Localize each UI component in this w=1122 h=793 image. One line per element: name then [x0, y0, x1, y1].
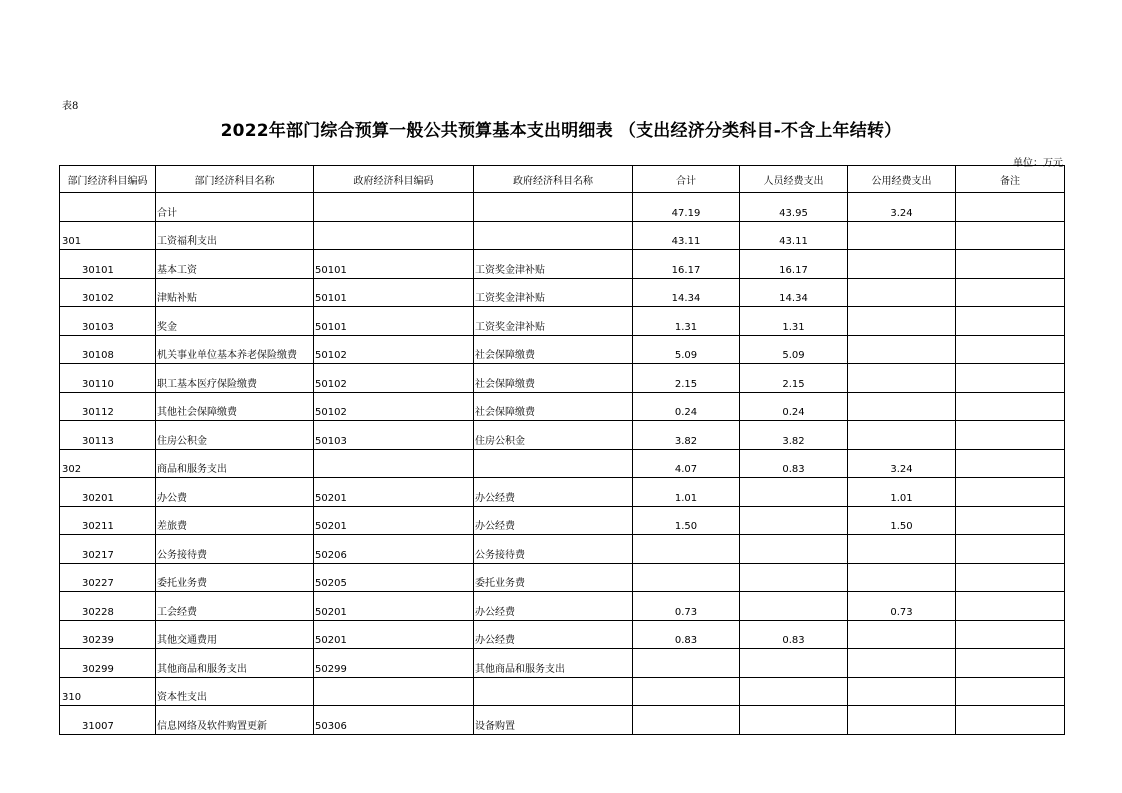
cell-gov-code: 50201 — [314, 592, 474, 621]
budget-table — [59, 165, 1065, 735]
cell-dept-code: 301 — [60, 221, 156, 250]
cell-gov-name — [474, 193, 633, 222]
table-body — [60, 193, 1065, 735]
cell-gov-name: 办公经费 — [474, 506, 633, 535]
cell-total — [633, 535, 740, 564]
cell-personnel: 1.31 — [740, 307, 848, 336]
cell-public: 0.73 — [848, 592, 956, 621]
cell-dept-code: 31007 — [60, 706, 156, 735]
cell-total: 3.82 — [633, 421, 740, 450]
cell-personnel — [740, 478, 848, 507]
cell-total: 5.09 — [633, 335, 740, 364]
header-gov-name: 政府经济科目名称 — [474, 166, 633, 193]
cell-public — [848, 335, 956, 364]
table-row — [60, 335, 1065, 364]
cell-dept-name: 其他社会保障缴费 — [156, 392, 314, 421]
cell-remark — [956, 677, 1065, 706]
cell-public — [848, 677, 956, 706]
cell-personnel: 3.82 — [740, 421, 848, 450]
cell-gov-name: 社会保障缴费 — [474, 335, 633, 364]
cell-public — [848, 250, 956, 279]
cell-dept-name: 资本性支出 — [156, 677, 314, 706]
cell-gov-name: 办公经费 — [474, 592, 633, 621]
cell-personnel: 0.83 — [740, 620, 848, 649]
cell-gov-code: 50103 — [314, 421, 474, 450]
cell-gov-name: 社会保障缴费 — [474, 392, 633, 421]
cell-dept-name: 机关事业单位基本养老保险缴费 — [156, 335, 314, 364]
table-label: 表8 — [62, 101, 79, 112]
cell-remark — [956, 278, 1065, 307]
cell-gov-name: 设备购置 — [474, 706, 633, 735]
cell-public — [848, 563, 956, 592]
cell-dept-name: 差旅费 — [156, 506, 314, 535]
table-row — [60, 278, 1065, 307]
cell-dept-name: 职工基本医疗保险缴费 — [156, 364, 314, 393]
cell-gov-code: 50101 — [314, 250, 474, 279]
cell-personnel: 0.83 — [740, 449, 848, 478]
cell-public — [848, 392, 956, 421]
cell-gov-name: 工资奖金津补贴 — [474, 307, 633, 336]
cell-total: 1.50 — [633, 506, 740, 535]
cell-dept-code: 30110 — [60, 364, 156, 393]
cell-gov-name: 工资奖金津补贴 — [474, 278, 633, 307]
cell-dept-name: 基本工资 — [156, 250, 314, 279]
cell-remark — [956, 706, 1065, 735]
cell-total: 2.15 — [633, 364, 740, 393]
cell-gov-code — [314, 677, 474, 706]
table-row — [60, 392, 1065, 421]
cell-dept-name: 奖金 — [156, 307, 314, 336]
cell-gov-name: 办公经费 — [474, 620, 633, 649]
cell-dept-code: 302 — [60, 449, 156, 478]
cell-total: 4.07 — [633, 449, 740, 478]
cell-gov-code — [314, 449, 474, 478]
cell-gov-name: 委托业务费 — [474, 563, 633, 592]
cell-public — [848, 620, 956, 649]
cell-gov-code: 50102 — [314, 364, 474, 393]
cell-public — [848, 421, 956, 450]
cell-gov-code: 50101 — [314, 278, 474, 307]
cell-public — [848, 706, 956, 735]
cell-dept-code: 30108 — [60, 335, 156, 364]
cell-dept-code: 30102 — [60, 278, 156, 307]
cell-gov-code: 50299 — [314, 649, 474, 678]
cell-total — [633, 649, 740, 678]
cell-total — [633, 563, 740, 592]
cell-dept-name: 住房公积金 — [156, 421, 314, 450]
cell-gov-code: 50101 — [314, 307, 474, 336]
cell-personnel — [740, 592, 848, 621]
cell-total: 43.11 — [633, 221, 740, 250]
table-row — [60, 592, 1065, 621]
table-row — [60, 535, 1065, 564]
cell-gov-code: 50205 — [314, 563, 474, 592]
cell-personnel — [740, 706, 848, 735]
header-public: 公用经费支出 — [848, 166, 956, 193]
cell-public: 1.50 — [848, 506, 956, 535]
header-remark: 备注 — [956, 166, 1065, 193]
cell-gov-name: 社会保障缴费 — [474, 364, 633, 393]
cell-remark — [956, 392, 1065, 421]
table-row — [60, 421, 1065, 450]
page-title: 2022年部门综合预算一般公共预算基本支出明细表 （支出经济分类科目-不含上年结转） — [220, 121, 902, 141]
cell-gov-code: 50206 — [314, 535, 474, 564]
cell-personnel: 43.95 — [740, 193, 848, 222]
table-header — [60, 166, 1065, 193]
cell-dept-name: 商品和服务支出 — [156, 449, 314, 478]
cell-gov-code: 50201 — [314, 478, 474, 507]
cell-remark — [956, 478, 1065, 507]
header-gov-code: 政府经济科目编码 — [314, 166, 474, 193]
table-row — [60, 449, 1065, 478]
cell-total: 47.19 — [633, 193, 740, 222]
table-row — [60, 677, 1065, 706]
cell-gov-name: 其他商品和服务支出 — [474, 649, 633, 678]
cell-remark — [956, 221, 1065, 250]
cell-dept-code: 30103 — [60, 307, 156, 336]
cell-remark — [956, 307, 1065, 336]
table-row — [60, 620, 1065, 649]
cell-dept-code: 30201 — [60, 478, 156, 507]
cell-total: 0.24 — [633, 392, 740, 421]
cell-dept-code: 30101 — [60, 250, 156, 279]
cell-personnel — [740, 535, 848, 564]
cell-dept-name: 合计 — [156, 193, 314, 222]
table-row — [60, 193, 1065, 222]
table-row — [60, 364, 1065, 393]
cell-public — [848, 221, 956, 250]
cell-gov-name: 办公经费 — [474, 478, 633, 507]
cell-gov-name: 住房公积金 — [474, 421, 633, 450]
cell-public — [848, 649, 956, 678]
cell-public: 1.01 — [848, 478, 956, 507]
table-row — [60, 706, 1065, 735]
cell-gov-code: 50102 — [314, 335, 474, 364]
cell-personnel — [740, 563, 848, 592]
table-row — [60, 221, 1065, 250]
cell-dept-code — [60, 193, 156, 222]
table-row — [60, 506, 1065, 535]
cell-personnel: 16.17 — [740, 250, 848, 279]
cell-dept-code: 30227 — [60, 563, 156, 592]
cell-personnel — [740, 506, 848, 535]
cell-remark — [956, 193, 1065, 222]
cell-gov-code — [314, 193, 474, 222]
cell-remark — [956, 620, 1065, 649]
table-row — [60, 649, 1065, 678]
cell-gov-code: 50102 — [314, 392, 474, 421]
cell-remark — [956, 335, 1065, 364]
cell-remark — [956, 250, 1065, 279]
cell-dept-code: 30112 — [60, 392, 156, 421]
cell-total: 0.73 — [633, 592, 740, 621]
cell-total — [633, 677, 740, 706]
cell-remark — [956, 649, 1065, 678]
cell-total: 1.01 — [633, 478, 740, 507]
cell-dept-code: 30217 — [60, 535, 156, 564]
header-dept-name: 部门经济科目名称 — [156, 166, 314, 193]
cell-dept-name: 工会经费 — [156, 592, 314, 621]
cell-remark — [956, 421, 1065, 450]
cell-remark — [956, 449, 1065, 478]
cell-gov-code — [314, 221, 474, 250]
cell-personnel: 0.24 — [740, 392, 848, 421]
header-dept-code: 部门经济科目编码 — [60, 166, 156, 193]
cell-public — [848, 364, 956, 393]
cell-remark — [956, 506, 1065, 535]
cell-personnel: 43.11 — [740, 221, 848, 250]
cell-dept-code: 30239 — [60, 620, 156, 649]
table-row — [60, 478, 1065, 507]
cell-gov-code: 50201 — [314, 506, 474, 535]
table-row — [60, 250, 1065, 279]
cell-gov-code: 50306 — [314, 706, 474, 735]
header-row — [60, 166, 1065, 193]
cell-public — [848, 278, 956, 307]
cell-dept-code: 310 — [60, 677, 156, 706]
cell-personnel — [740, 649, 848, 678]
cell-public: 3.24 — [848, 449, 956, 478]
cell-dept-code: 30113 — [60, 421, 156, 450]
cell-total: 1.31 — [633, 307, 740, 336]
cell-personnel: 2.15 — [740, 364, 848, 393]
cell-dept-code: 30211 — [60, 506, 156, 535]
cell-dept-name: 办公费 — [156, 478, 314, 507]
cell-remark — [956, 364, 1065, 393]
cell-public — [848, 535, 956, 564]
cell-total: 0.83 — [633, 620, 740, 649]
cell-dept-name: 公务接待费 — [156, 535, 314, 564]
cell-gov-name — [474, 449, 633, 478]
cell-public — [848, 307, 956, 336]
cell-dept-name: 其他商品和服务支出 — [156, 649, 314, 678]
cell-gov-name — [474, 677, 633, 706]
cell-dept-name: 信息网络及软件购置更新 — [156, 706, 314, 735]
cell-personnel: 5.09 — [740, 335, 848, 364]
cell-dept-name: 其他交通费用 — [156, 620, 314, 649]
cell-remark — [956, 563, 1065, 592]
cell-dept-name: 津贴补贴 — [156, 278, 314, 307]
cell-personnel — [740, 677, 848, 706]
cell-dept-name: 工资福利支出 — [156, 221, 314, 250]
cell-personnel: 14.34 — [740, 278, 848, 307]
cell-gov-code: 50201 — [314, 620, 474, 649]
cell-dept-code: 30299 — [60, 649, 156, 678]
cell-gov-name: 工资奖金津补贴 — [474, 250, 633, 279]
cell-dept-name: 委托业务费 — [156, 563, 314, 592]
table-row — [60, 307, 1065, 336]
cell-remark — [956, 592, 1065, 621]
cell-public: 3.24 — [848, 193, 956, 222]
table-row — [60, 563, 1065, 592]
header-personnel: 人员经费支出 — [740, 166, 848, 193]
cell-dept-code: 30228 — [60, 592, 156, 621]
cell-remark — [956, 535, 1065, 564]
cell-total: 14.34 — [633, 278, 740, 307]
cell-gov-name: 公务接待费 — [474, 535, 633, 564]
cell-total — [633, 706, 740, 735]
cell-gov-name — [474, 221, 633, 250]
header-total: 合计 — [633, 166, 740, 193]
unit-label: 单位：万元 — [1013, 158, 1063, 169]
cell-total: 16.17 — [633, 250, 740, 279]
